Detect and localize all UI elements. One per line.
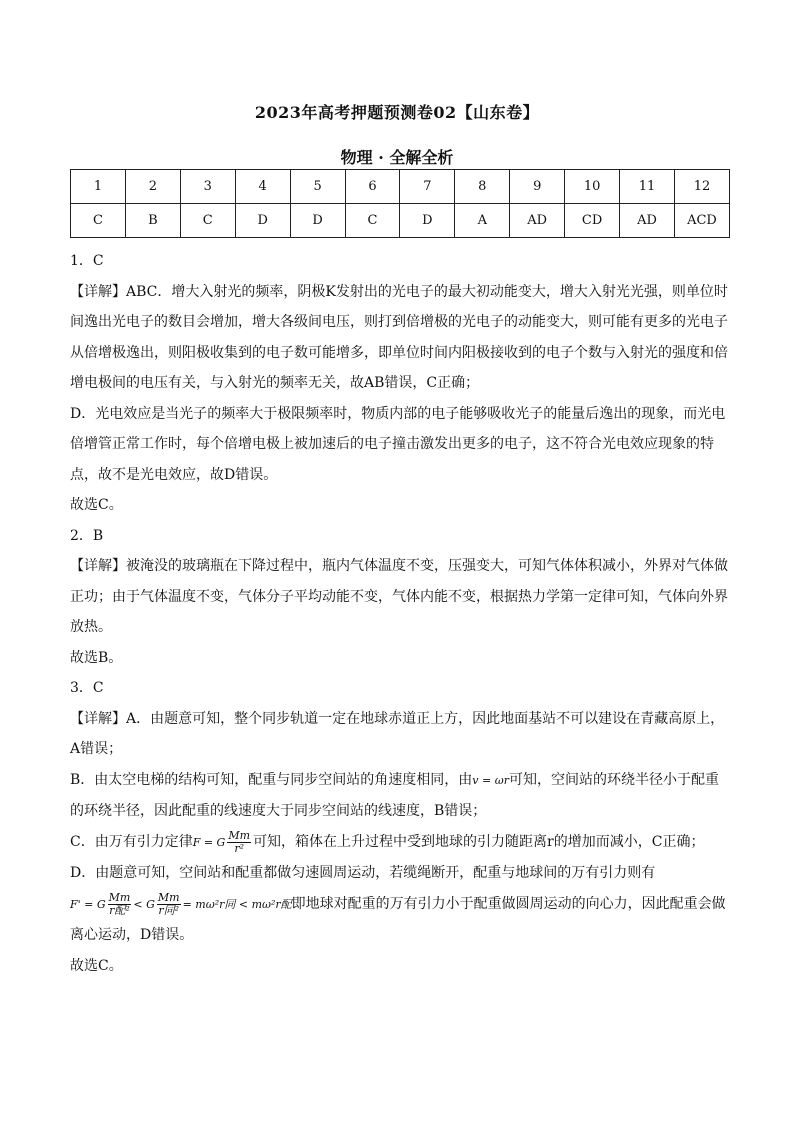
text-span: 可知，箱体在上升过程中受到地球的引力随距离r的增加而减小，C正确；	[253, 833, 705, 850]
table-cell: 2	[125, 170, 180, 204]
question-3-explanation-b	[70, 765, 730, 827]
page-title: 2023年高考押题预测卷02【山东卷】	[254, 103, 540, 122]
formula-part: F' = G	[70, 897, 106, 911]
question-1-conclusion: 故选C。	[70, 497, 123, 513]
fraction	[157, 892, 181, 917]
table-cell: AD	[620, 204, 675, 238]
question-3-heading: 3．C	[70, 680, 104, 696]
question-1-explanation-d: D．光电效应是当光子的频率大于极限频率时，物质内部的电子能够吸收光子的能量后逸出的现象，而光电倍增管正常工作时，每个倍增电极上被加速后的电子撞击激发出更多的电子，这不符合光电效应现象的特点，故不是光电效应，故D错误。	[70, 405, 726, 483]
formula-part: < G	[133, 897, 155, 911]
text-span: 即地球对配重的万有引力小于配重做圆周运动的向心力，因此配重会做离心运动，D错误。	[70, 895, 726, 943]
force-comparison-formula	[70, 891, 292, 917]
table-cell: 4	[235, 170, 290, 204]
table-cell: 7	[400, 170, 455, 204]
text-span: 可知，空间站的环绕半径小于配重的环绕半径，因此配重的线速度大于同步空间站的线速度，B错误；	[70, 771, 719, 819]
table-cell: 5	[290, 170, 345, 204]
answer-table	[70, 169, 730, 238]
fraction	[108, 892, 132, 917]
solutions-body	[70, 246, 730, 981]
question-1-explanation-abc: 【详解】ABC．增大入射光的频率，阴极K发射出的光电子的最大初动能变大，增大入射光光强，则单位时间逸出光电子的数目会增加，增大各级间电压，则打到倍增极的光电子的动能变大，则可能有更多的光电子从倍增极逸出，则阳极收集到的电子数可能增多，即单位时间内阳极接收到的电子个数与入射光的强度和倍增电极间的电压有关，与入射光的频率无关，故AB错误，C正确；	[70, 283, 728, 391]
fraction	[227, 830, 251, 855]
table-cell: 3	[180, 170, 235, 204]
table-cell: C	[180, 204, 235, 238]
text-span: C．由万有引力定律	[70, 833, 193, 850]
table-cell: AD	[510, 204, 565, 238]
fraction-numerator: Mm	[228, 829, 251, 842]
fraction-denominator: r配²	[109, 904, 130, 917]
formula-part: F = G	[192, 835, 226, 849]
answer-table-numbers-row	[71, 170, 730, 204]
table-cell: 9	[510, 170, 565, 204]
table-cell: 8	[455, 170, 510, 204]
table-cell: C	[345, 204, 400, 238]
text-span: B．由太空电梯的结构可知，配重与同步空间站的角速度相同，由	[70, 771, 473, 788]
table-cell: A	[455, 204, 510, 238]
question-1-heading: 1．C	[70, 253, 104, 269]
question-3-conclusion: 故选C。	[70, 957, 123, 974]
table-cell: 10	[565, 170, 620, 204]
answer-table-answers-row	[71, 204, 730, 238]
question-2-conclusion: 故选B。	[70, 649, 123, 666]
gravitation-formula	[192, 829, 253, 855]
velocity-formula: v = ωr	[472, 773, 509, 787]
table-cell: 1	[71, 170, 126, 204]
table-cell: D	[290, 204, 345, 238]
table-cell: C	[71, 204, 126, 238]
table-cell: B	[125, 204, 180, 238]
fraction-denominator: r²	[234, 842, 245, 855]
table-cell: 11	[620, 170, 675, 204]
table-cell: D	[400, 204, 455, 238]
question-3-explanation-c	[70, 827, 730, 859]
fraction-denominator: r同²	[158, 904, 180, 917]
fraction-numerator: Mm	[157, 891, 180, 904]
table-cell: ACD	[674, 204, 729, 238]
question-2-explanation: 【详解】被淹没的玻璃瓶在下降过程中，瓶内气体温度不变，压强变大，可知气体体积减小，外界对气体做正功；由于气体温度不变，气体分子平均动能不变，气体内能不变，根据热力学第一定律可知，气体向外界放热。	[70, 558, 728, 635]
question-3-explanation-d: D．由题意可知，空间站和配重都做匀速圆周运动，若缆绳断开，配重与地球间的万有引力则有	[70, 865, 656, 881]
table-cell: D	[235, 204, 290, 238]
table-cell: 12	[674, 170, 729, 204]
formula-part: = mω²r同 < mω²r配	[182, 897, 292, 911]
question-3-explanation-d-formula	[70, 889, 730, 951]
page-subtitle: 物理 · 全解全析	[340, 148, 454, 167]
fraction-numerator: Mm	[108, 891, 131, 904]
question-2-heading: 2．B	[70, 527, 104, 544]
table-cell: CD	[565, 204, 620, 238]
question-3-explanation-a: 【详解】A．由题意可知，整个同步轨道一定在地球赤道正上方，因此地面基站不可以建设在青藏高原上，A错误；	[70, 710, 725, 757]
table-cell: 6	[345, 170, 400, 204]
